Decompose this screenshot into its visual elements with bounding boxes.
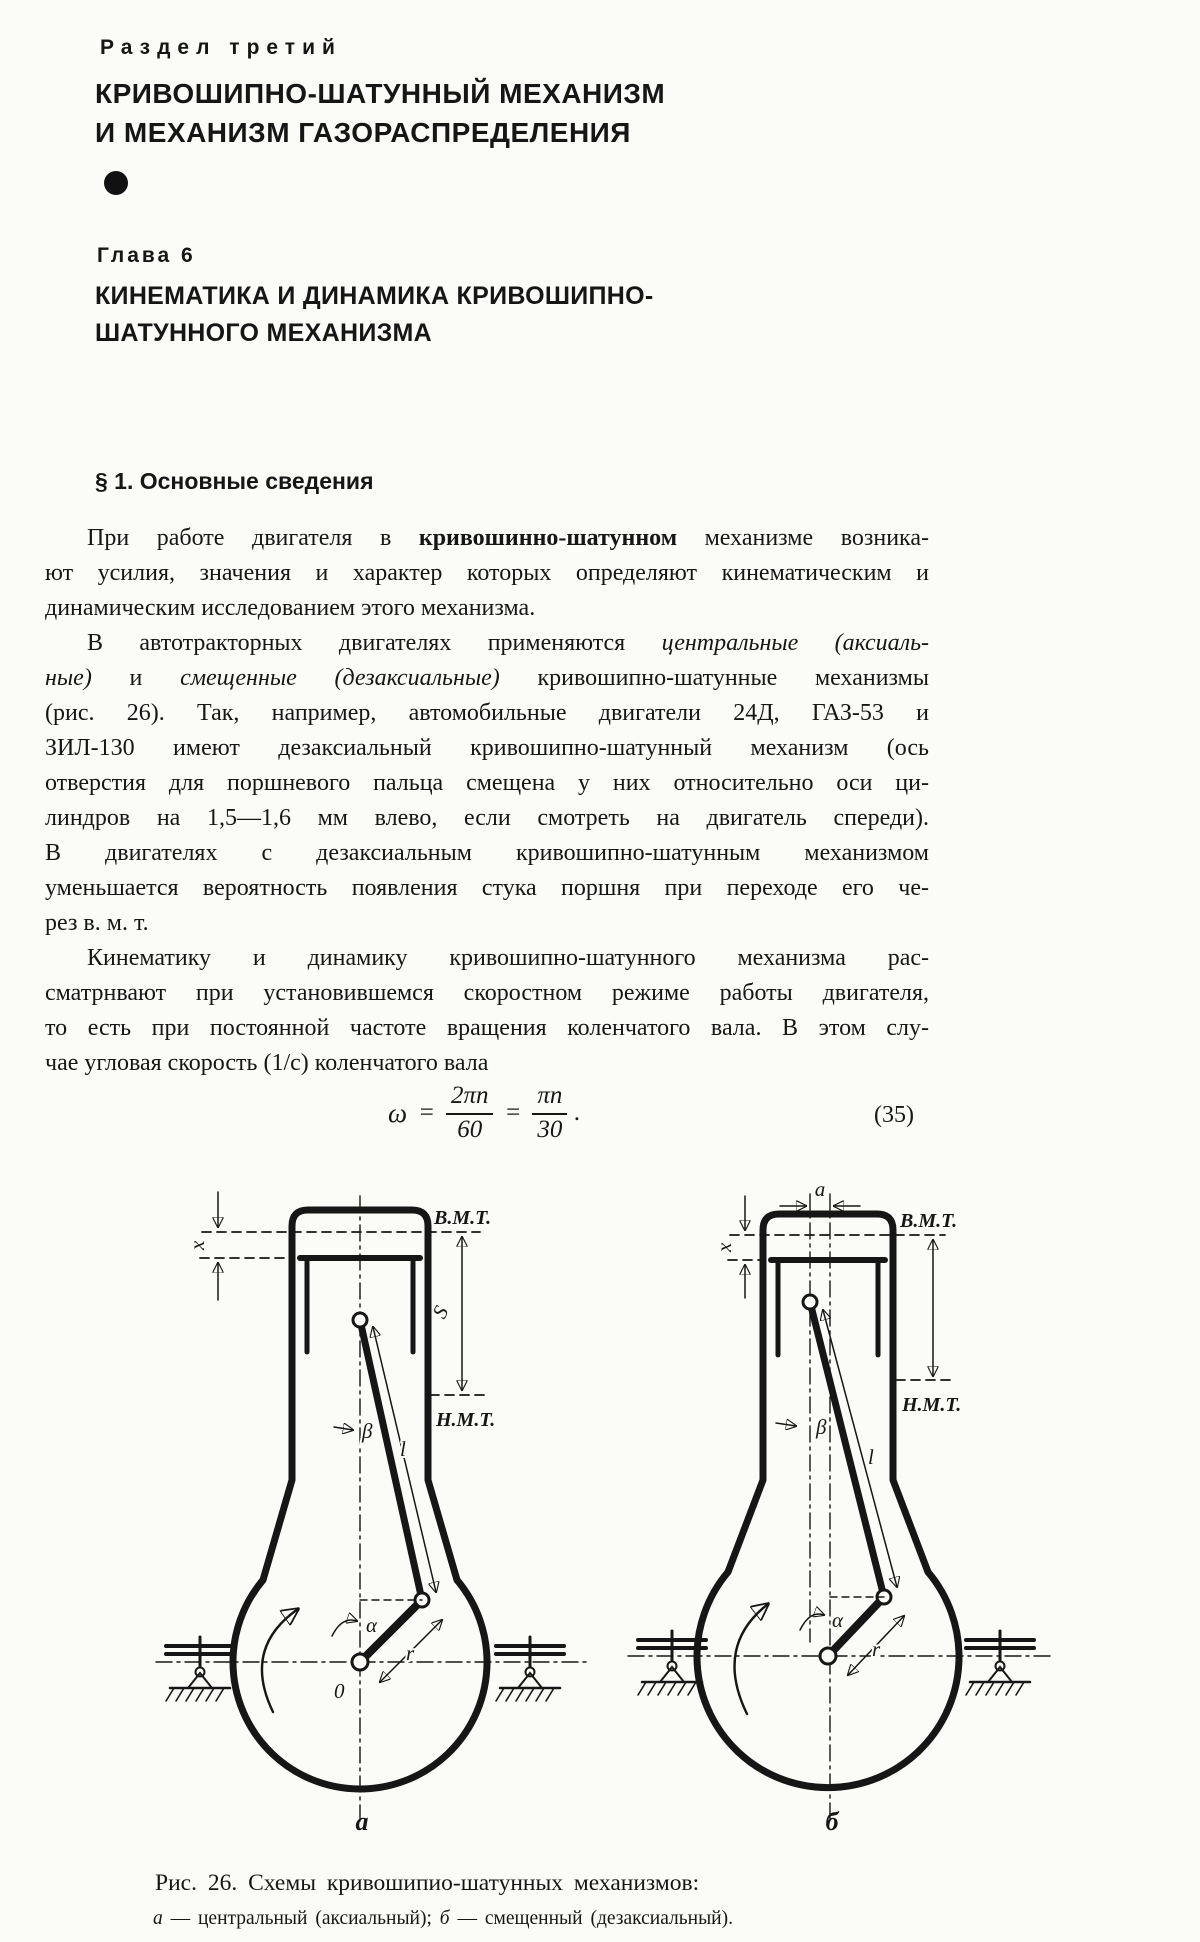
subfigure-label-a: а	[355, 1807, 369, 1836]
equals-sign: =	[504, 1099, 522, 1127]
section-bullet-icon	[104, 171, 128, 195]
figure-26a-central-mechanism	[140, 1180, 600, 1840]
body-text	[45, 521, 929, 1081]
text-line: При работе двигателя в кривошинно-шатунном механизме возника-	[87, 525, 929, 551]
piston-pin	[803, 1295, 817, 1309]
offset-label: а	[814, 1180, 826, 1201]
figure-caption-legend: а — центральный (аксиальный); б — смещенный (дезаксиальный).	[153, 1908, 733, 1929]
text-line: динамическим исследованием этого механизма.	[45, 595, 536, 621]
alpha-angle-arrow	[800, 1614, 824, 1630]
text-line: то есть при постоянной частоте вращения коленчатого вала. В этом слу-	[45, 1015, 929, 1041]
bearing-support	[496, 1637, 564, 1701]
text-line: сматрнвают при установившемся скоростном режиме работы двигателя,	[45, 980, 929, 1006]
section-title	[95, 74, 665, 152]
stroke-label: S	[427, 1301, 454, 1323]
figure-caption: Рис. 26. Схемы кривошипио-шатунных механизмов:	[155, 1870, 700, 1896]
rod-length-label: l	[400, 1437, 406, 1461]
fraction-numerator: πn	[532, 1082, 567, 1115]
tdc-label: В.М.Т.	[900, 1210, 958, 1232]
chapter-title	[95, 278, 654, 352]
section-title-line1: КРИВОШИПНО-ШАТУННЫЙ МЕХАНИЗМ	[95, 78, 666, 109]
text-line: Кинематику и динамику кривошипно-шатунного механизма рас-	[87, 945, 929, 971]
rod-length-arrow	[823, 1310, 897, 1587]
text-line: уменьшается вероятность появления стука поршня при переходе его че-	[45, 875, 929, 901]
text-line: В двигателях с дезаксиальным кривошипно-шатунным механизмом	[45, 840, 929, 866]
connecting-rod	[360, 1320, 422, 1600]
fraction-numerator: 2πn	[446, 1082, 494, 1115]
formula-period: .	[574, 1099, 581, 1127]
text-line: отверстия для поршневого пальца смещена у них относительно оси ци-	[45, 770, 929, 796]
fraction	[446, 1082, 494, 1145]
beta-angle-arrow	[334, 1427, 353, 1430]
chapter-title-line1: КИНЕМАТИКА И ДИНАМИКА КРИВОШИПНО-	[95, 282, 654, 310]
beta-angle-arrow	[776, 1423, 796, 1426]
crank-radius-label: r	[872, 1637, 881, 1661]
rod-length-label: l	[868, 1445, 874, 1469]
bdc-label: Н.М.Т.	[436, 1409, 496, 1431]
alpha-angle-label: α	[366, 1613, 378, 1637]
beta-angle-label: β	[816, 1415, 827, 1439]
text-line: (рис. 26). Так, например, автомобильные двигатели 24Д, ГАЗ-53 и	[45, 700, 929, 726]
section-title-line2: И МЕХАНИЗМ ГАЗОРАСПРЕДЕЛЕНИЯ	[95, 117, 631, 148]
rotation-direction-arrow	[734, 1604, 768, 1714]
alpha-angle-label: α	[832, 1608, 844, 1632]
piston-pin	[353, 1313, 367, 1327]
bdc-label: Н.М.Т.	[902, 1394, 962, 1416]
rotation-direction-arrow	[262, 1609, 298, 1712]
bearing-support	[166, 1637, 234, 1701]
paragraph-heading: § 1. Основные сведения	[95, 468, 374, 494]
cylinder-outline	[728, 1214, 928, 1572]
text-line: линдров на 1,5—1,6 мм влево, если смотреть на двигатель спереди).	[45, 805, 929, 831]
crank-radius-label: r	[406, 1641, 415, 1665]
fraction-denominator: 30	[537, 1115, 563, 1143]
crankshaft-center	[352, 1654, 368, 1670]
text-line: рез в. м. т.	[45, 910, 149, 936]
equation-35	[388, 1082, 581, 1145]
beta-angle-label: β	[362, 1419, 373, 1443]
tdc-label: В.М.Т.	[434, 1207, 492, 1229]
equals-sign: =	[418, 1099, 435, 1127]
alpha-angle-arrow	[332, 1620, 357, 1636]
bearing-support	[966, 1631, 1034, 1695]
text-line: ЗИЛ-130 имеют дезаксиальный кривошипно-шатунный механизм (ось	[45, 735, 929, 761]
text-line: чае угловая скорость (1/с) коленчатого вала	[45, 1050, 489, 1076]
fraction	[532, 1082, 567, 1145]
section-label: Раздел третий	[100, 36, 342, 59]
chapter-label: Глава 6	[97, 244, 196, 267]
x-dimension-label: х	[185, 1240, 209, 1250]
fraction-denominator: 60	[457, 1115, 483, 1143]
crankshaft-center	[820, 1648, 836, 1664]
equation-number: (35)	[874, 1102, 914, 1128]
text-line: ют усилия, значения и характер которых определяют кинематическим и	[45, 560, 929, 586]
text-line: В автотракторных двигателях применяются центральные (аксиаль-	[87, 630, 929, 656]
text-line: ные) и смещенные (дезаксиальные) кривошипно-шатунные механизмы	[45, 665, 929, 691]
crank-center-label: 0	[334, 1679, 345, 1703]
subfigure-label-b: б	[825, 1807, 839, 1836]
figure-26b-offset-mechanism	[600, 1180, 1060, 1840]
omega-symbol: ω	[388, 1097, 408, 1128]
chapter-title-line2: ШАТУННОГО МЕХАНИЗМА	[95, 319, 433, 347]
x-dimension-label: х	[712, 1242, 736, 1252]
